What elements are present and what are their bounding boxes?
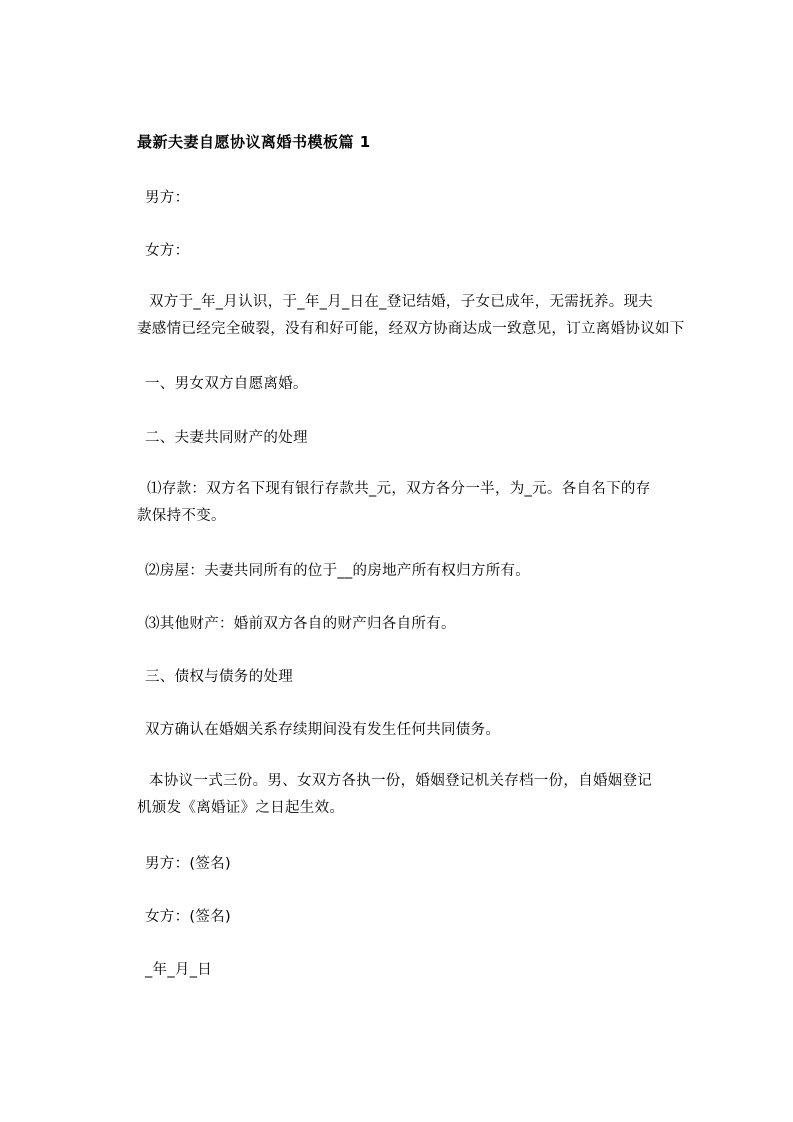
intro-line-2: 妻感情已经完全破裂，没有和好可能，经双方协商达成一致意见，订立离婚协议如下 xyxy=(137,321,685,337)
intro-paragraph xyxy=(137,289,707,343)
copies-line-2: 机颁发《离婚证》之日起生效。 xyxy=(137,800,345,816)
item-1-line-2: 款保持不变。 xyxy=(137,508,226,524)
copies-line-1: 本协议一式三份。男、女双方各执一份，婚姻登记机关存档一份，自婚姻登记 xyxy=(149,773,653,789)
intro-line-1: 双方于_年_月认识，于_年_月_日在_登记结婚，子女已成年，无需抚养。现夫 xyxy=(149,294,654,310)
clause-3-heading: 三、债权与债务的处理 xyxy=(145,669,293,685)
clause-1: 一、男女双方自愿离婚。 xyxy=(145,376,308,392)
item-2: ⑵房屋：夫妻共同所有的位于__的房地产所有权归方所有。 xyxy=(145,563,531,579)
item-1-line-1: ⑴存款：双方名下现有银行存款共_元，双方各分一半，为_元。各自名下的存 xyxy=(147,481,651,497)
debt-statement: 双方确认在婚姻关系存续期间没有发生任何共同债务。 xyxy=(145,722,501,738)
female-party-label: 女方： xyxy=(145,243,190,259)
item-3: ⑶其他财产：婚前双方各自的财产归各自所有。 xyxy=(145,616,456,632)
date-line: _年_月_日 xyxy=(145,962,213,978)
clause-2-heading: 二、夫妻共同财产的处理 xyxy=(145,430,308,446)
copies-paragraph xyxy=(137,768,707,822)
male-signature-label: 男方：(签名) xyxy=(145,856,231,872)
female-signature-label: 女方：(签名) xyxy=(145,909,231,925)
item-1-paragraph xyxy=(137,476,707,530)
male-party-label: 男方： xyxy=(145,190,190,206)
document-title: 最新夫妻自愿协议离婚书模板篇 1 xyxy=(137,133,371,151)
